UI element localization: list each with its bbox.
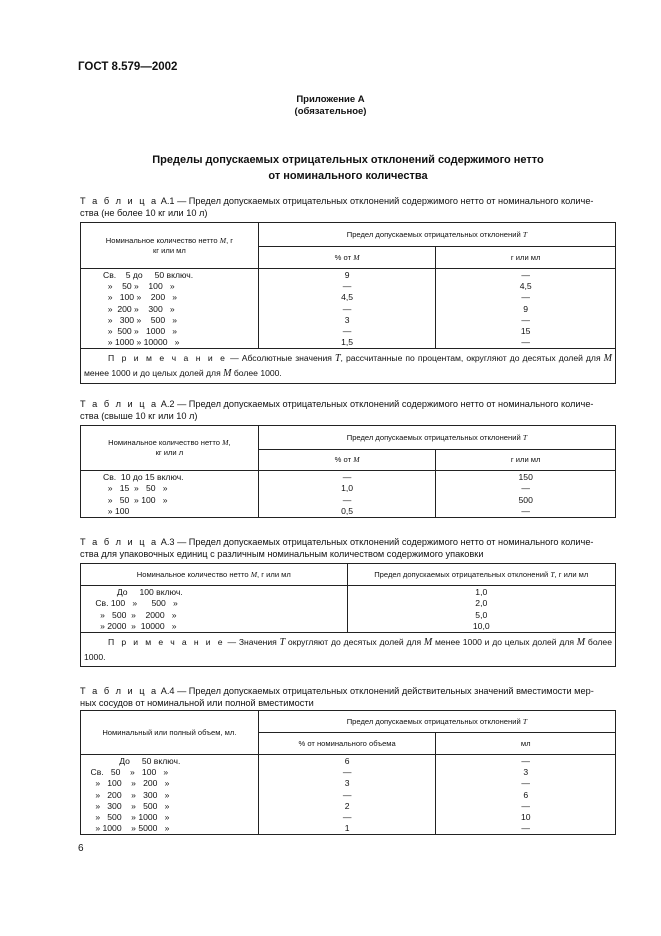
table1-col1-header: Номинальное количество нетто М, г кг или мл (81, 223, 259, 269)
table1-group-header-text: Предел допускаемых отрицательных отклонений (346, 229, 521, 239)
table4-col3-row: — (521, 800, 531, 811)
table1-col2-row: 4,5 (341, 292, 354, 303)
table3-label: Т а б л и ц а (80, 537, 159, 547)
table3-col2-row: 5,0 (475, 609, 488, 620)
table4-group-header-text: Предел допускаемых отрицательных отклонений (346, 716, 521, 726)
table4-sub1-header: % от номинального объема (258, 733, 436, 755)
appendix-heading (0, 94, 661, 118)
table2-col1-header-text: Номинальное количество нетто (108, 438, 221, 447)
table1-label: Т а б л и ц а (80, 196, 159, 206)
table4-caption-line1: А.4 — Предел допускаемых отрицательных отклонений действительных значений вместимости мер- (158, 686, 594, 696)
table3-note-text1: — Значения (224, 637, 280, 647)
table3-col1-row: До 100 включ. (81, 587, 183, 598)
table2-sub2-header: г или мл (436, 450, 616, 471)
table3-col1-header-var: М (250, 569, 258, 579)
table2-group-header-var: T (522, 432, 528, 442)
table2-col1-cell (81, 471, 259, 518)
table1-col3-row: 15 (520, 325, 531, 336)
table1-col1-row: » 1000 » 10000 » (103, 337, 180, 348)
table1-col1-row: » 100 » 200 » (103, 292, 178, 303)
table1-caption-line1: А.1 — Предел допускаемых отрицательных отклонений содержимого нетто от номинального количе- (158, 196, 594, 206)
table1-note-text4: более 1000. (231, 368, 282, 379)
table2-col1-row: » 50 » 100 » (103, 494, 168, 505)
table2-col1-row: » 15 » 50 » (103, 483, 168, 494)
table4-col3-row: — (521, 756, 531, 766)
table1-note-var-t: T (334, 353, 341, 365)
table2-col3-row: 150 (518, 472, 533, 483)
table4-col1-row: Св. 50 » 100 » (81, 767, 169, 778)
table3-note-text4: более 1000. (84, 637, 612, 662)
table3-col2-row: 10,0 (472, 620, 490, 631)
table4-col1-cell (81, 755, 259, 835)
main-title-line2: от номинального количества (268, 170, 428, 182)
table3-col1-row: » 500 » 2000 » (81, 609, 177, 620)
table2-caption (80, 398, 616, 422)
table3-col2-header (347, 564, 615, 586)
table3-note-text2: округляют до десятых долей для (285, 637, 424, 647)
table3-note-label: П р и м е ч а н и е (108, 637, 225, 647)
table4-col1-row: До 50 включ. (81, 756, 181, 766)
table4-col2-row: — (342, 767, 352, 778)
table4-col3-cell (436, 755, 616, 835)
table4-col2-row: — (342, 789, 352, 800)
table1-col2-row: 9 (344, 270, 350, 280)
table-a4 (80, 710, 616, 835)
table4-col2-row: 6 (344, 756, 350, 766)
table1-note (81, 349, 616, 384)
table2-col1-header-unit: кг или л (155, 448, 184, 457)
table1-sub1-header (258, 247, 436, 269)
table3-col2-header-unit: , г или мл (554, 569, 589, 579)
table1-col1-row: » 50 » 100 » (103, 281, 175, 292)
table2-col1-row: » 100 (103, 505, 130, 516)
table1-col1-header-var: М (219, 235, 227, 245)
table1-col1-header-text: Номинальное количество нетто (105, 235, 218, 245)
table1-caption (80, 195, 616, 219)
table1-col2-cell (258, 269, 436, 349)
main-title-line1: Пределы допускаемых отрицательных отклонений содержимого нетто (152, 154, 544, 166)
table1-col3-row: 9 (523, 303, 529, 314)
table1-col2-row: — (342, 325, 352, 336)
table4-col3-row: 10 (520, 811, 531, 822)
table2-group-header-text: Предел допускаемых отрицательных отклонений (346, 432, 521, 442)
table4-col1-row: » 100 » 200 » (81, 778, 170, 789)
table3-caption-line1: А.3 — Предел допускаемых отрицательных отклонений содержимого нетто от номинального количе- (158, 537, 594, 547)
table2-caption-line2: ства (свыше 10 кг или 10 л) (80, 411, 198, 421)
table2-col1-header: Номинальное количество нетто М, кг или л (81, 426, 259, 471)
table1-col3-row: — (521, 270, 530, 280)
table2-col2-cell (258, 471, 436, 518)
table-a2 (80, 425, 616, 518)
table1-col3-cell (436, 269, 616, 349)
document-header: ГОСТ 8.579—2002 (78, 61, 178, 73)
table1-sub1-text: % от (334, 252, 352, 262)
table2-group-header (258, 426, 615, 450)
table1-col3-row: 4,5 (519, 281, 532, 292)
table1-col2-row: 1,5 (341, 337, 354, 348)
table4-col3-row: — (521, 778, 531, 789)
table2-col3-cell (436, 471, 616, 518)
table4-sub2-header: мл (436, 733, 616, 755)
table3-col1-header (81, 564, 348, 586)
table1-col1-row: » 300 » 500 » (103, 314, 178, 325)
table2-caption-line1: А.2 — Предел допускаемых отрицательных отклонений содержимого нетто от номинального количе- (158, 399, 594, 409)
table2-col2-row: — (342, 494, 352, 505)
table4-col3-row: 3 (523, 767, 529, 778)
page-number: 6 (78, 843, 84, 854)
table3-col2-header-text: Предел допускаемых отрицательных отклонений (374, 569, 549, 579)
appendix-subtitle: (обязательное) (294, 106, 367, 117)
table3-col1-row: Св. 100 » 500 » (81, 598, 178, 609)
table3-caption (80, 536, 616, 560)
table4-col2-row: 2 (344, 800, 350, 811)
table1-group-header-var: T (522, 229, 528, 239)
table4-caption (80, 685, 616, 709)
table4-col2-row: 3 (344, 778, 350, 789)
table1-group-header (258, 223, 615, 247)
table4-group-header (258, 711, 615, 733)
table2-sub1-header (258, 450, 436, 471)
table1-col1-header-unit: кг или мл (152, 245, 186, 255)
table2-col1-header-var: М (222, 438, 229, 447)
table4-col3-row: — (521, 823, 531, 834)
table4-col2-cell (258, 755, 436, 835)
table1-col2-row: 3 (344, 314, 350, 325)
table3-col1-header-unit: , г или мл (257, 569, 291, 579)
table2-col1-row: Св. 10 до 15 включ. (103, 472, 184, 483)
table2-col3-row: — (521, 483, 530, 494)
table2-sub1-var: М (353, 455, 360, 464)
table1-col1-row: » 200 » 300 » (103, 303, 175, 314)
table4-col1-row: » 1000 » 5000 » (81, 823, 170, 834)
table3-col1-cell (81, 586, 348, 633)
table3-col2-row: 2,0 (475, 598, 488, 609)
table3-col1-row: » 2000 » 10000 » (81, 620, 177, 631)
table3-note (81, 633, 616, 667)
table4-label: Т а б л и ц а (80, 686, 159, 696)
table3-note-var-t: T (279, 637, 286, 648)
table3-caption-line2: ства для упаковочных единиц с различным номинальным количеством содержимого упаковки (80, 549, 484, 559)
table1-note-var-m2: М (223, 368, 232, 380)
table4-col1-header: Номинальный или полный объем, мл. (81, 711, 259, 755)
table4-col3-row: 6 (523, 789, 529, 800)
table3-note-var-m2: М (576, 637, 586, 648)
table1-note-text2: , рассчитанные по процентам, округляют до десятых долей для (340, 353, 601, 364)
appendix-title: Приложение А (296, 94, 365, 105)
table3-col2-cell (347, 586, 615, 633)
table2-col2-row: — (342, 472, 352, 483)
table1-col2-row: — (342, 303, 352, 314)
table3-col2-row: 1,0 (475, 587, 488, 598)
table1-col3-row: — (521, 292, 530, 303)
table1-col1-row: » 500 » 1000 » (103, 325, 178, 336)
table1-note-var-m1: М (603, 353, 612, 365)
table4-col1-row: » 500 » 1000 » (81, 811, 170, 822)
table1-note-text1: — Абсолютные значения (227, 353, 335, 364)
table1-note-label: П р и м е ч а н и е (108, 353, 228, 364)
table2-sub1-text: % от (334, 455, 352, 464)
table1-col1-row: Св. 5 до 50 включ. (103, 270, 194, 280)
table1-caption-line2: ства (не более 10 кг или 10 л) (80, 208, 208, 218)
table4-caption-line2: ных сосудов от номинальной или полной вместимости (80, 698, 314, 708)
table2-col2-row: 1,0 (341, 483, 354, 494)
table-a1 (80, 222, 616, 384)
table1-col3-row: — (521, 314, 530, 325)
table1-col3-row: — (521, 337, 530, 348)
table1-sub1-var: М (353, 252, 360, 262)
table4-group-header-var: T (522, 716, 528, 726)
table2-label: Т а б л и ц а (80, 399, 159, 409)
table2-col3-row: 500 (518, 494, 533, 505)
main-title (80, 152, 616, 184)
table2-col3-row: — (521, 505, 530, 516)
table1-note-text3: менее 1000 и до целых долей для (84, 368, 224, 379)
table3-note-var-m1: М (423, 637, 433, 648)
table3-note-text3: менее 1000 и до целых долей для (432, 637, 577, 647)
table1-sub2-header: г или мл (436, 247, 616, 269)
table-a3 (80, 563, 616, 667)
table4-col1-row: » 300 » 500 » (81, 800, 170, 811)
table4-col2-row: — (342, 811, 352, 822)
table2-col2-row: 0,5 (341, 505, 354, 516)
table4-col1-row: » 200 » 300 » (81, 789, 170, 800)
table1-col2-row: — (342, 281, 352, 292)
table3-col2-header-var: T (550, 569, 555, 579)
table4-col2-row: 1 (344, 823, 350, 834)
table3-col1-header-text: Номинальное количество нетто (136, 569, 249, 579)
table1-col1-cell (81, 269, 259, 349)
